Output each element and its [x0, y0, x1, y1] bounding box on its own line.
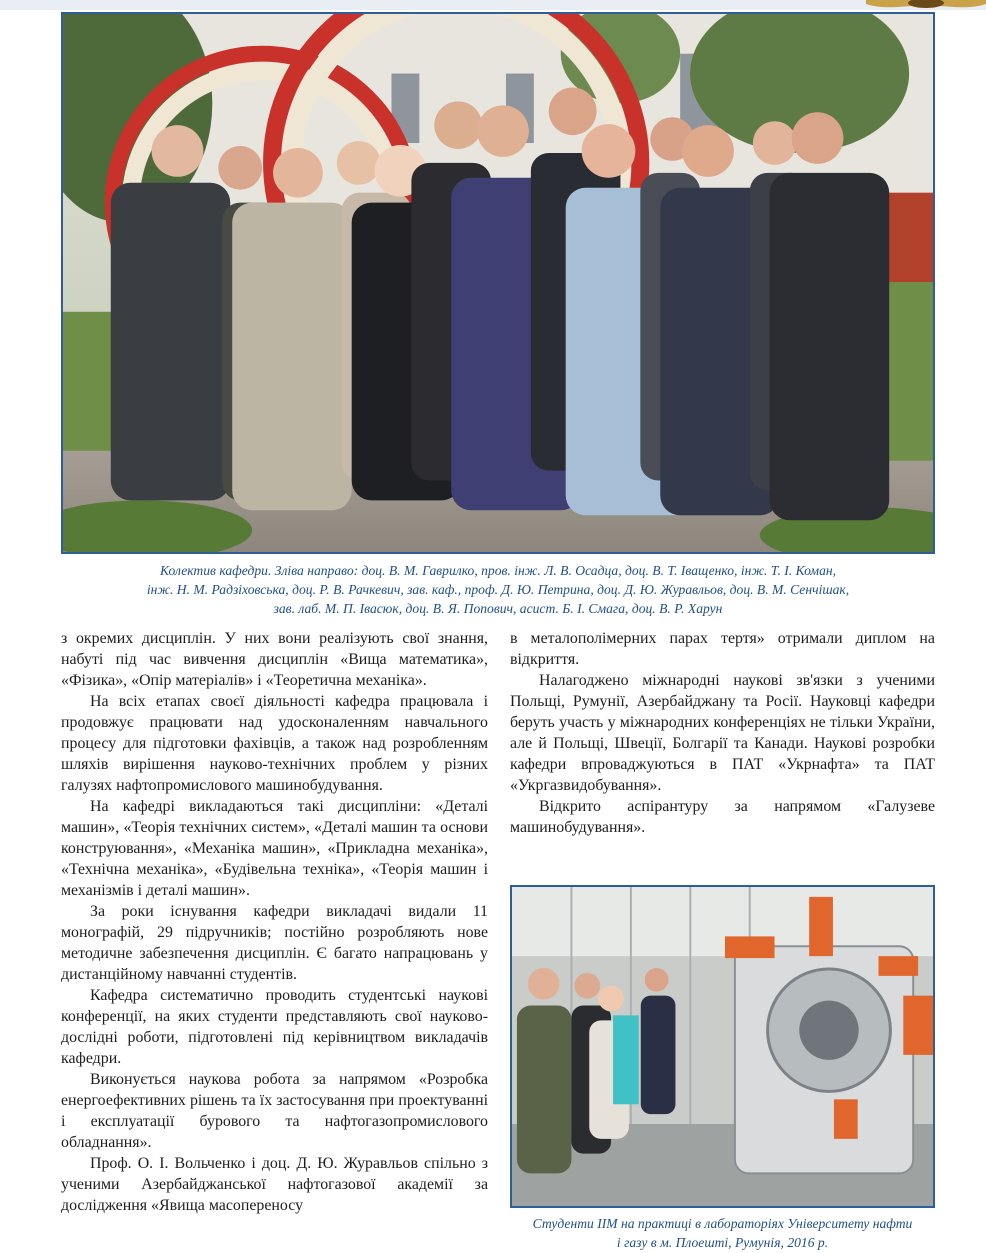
paragraph: На всіх етапах своєї діяльності кафедра працювала і продовжує працювати над удосконаленням навчального процесу для підготовки фахівців, а також над розробленням шляхів вирішення науково-технічних проблем у різних галузях нафтопромислового машинобудування.	[61, 693, 488, 794]
paragraph: Відкрито аспірантуру за напрямом «Галузеве машинобудування».	[510, 798, 935, 836]
header-ornament	[866, 0, 986, 10]
caption-line: Студенти ІІМ на практиці в лабораторіях Університету нафти	[532, 1216, 913, 1231]
team-photo-caption	[70, 561, 926, 618]
paragraph: в металополімерних парах тертя» отримали диплом на відкриття.	[510, 630, 935, 668]
lab-photo-caption	[510, 1214, 935, 1252]
team-photo	[61, 12, 935, 554]
paragraph: з окремих дисциплін. У них вони реалізують свої знання, набуті під час вивчення дисциплін «Вища математика», «Фізика», «Опір матеріалів» і «Теоретична механіка».	[61, 630, 488, 689]
text-column-right	[510, 628, 935, 838]
caption-line: інж. Н. М. Радзіховська, доц. Р. В. Рачкевич, зав. каф., проф. Д. Ю. Петрина, доц. Д. Ю. Журавльов, доц. В. М. Сенчішак,	[146, 582, 850, 597]
lab-photo	[510, 885, 935, 1208]
paragraph: Кафедра систематично проводить студентські наукові конференції, на яких студенти представляють свої науково-дослідні роботи, підготовлені під керівництвом викладачів кафедри.	[61, 987, 488, 1067]
paragraph: За роки існування кафедри викладачі видали 11 монографій, 29 підручників; постійно розробляють нове методичне забезпечення дисциплін. Є багато напрацювань у дистанційному навчанні студентів.	[61, 903, 488, 983]
page-top-band	[0, 0, 986, 10]
paragraph: На кафедрі викладаються такі дисципліни: «Деталі машин», «Теорія технічних систем», «Деталі машин та основи конструювання», «Механіка машин», «Прикладна механіка», «Технічна механіка», «Будівельна техніка», «Теорія машин і механізмів і деталі машин».	[61, 798, 488, 899]
paragraph: Виконується наукова робота за напрямом «Розробка енергоефективних рішень та їх застосування при проектуванні і експлуатації бурового та нафтогазопромислового обладнання».	[61, 1071, 488, 1151]
text-column-left	[61, 628, 488, 1216]
paragraph: Проф. О. І. Вольченко і доц. Д. Ю. Журавльов спільно з ученими Азербайджанської нафтогазової академії за дослідження «Явища масопереносу	[61, 1155, 488, 1214]
caption-line: зав. лаб. М. П. Івасюк, доц. В. Я. Попович, асист. Б. І. Смага, доц. В. Р. Харун	[273, 601, 723, 616]
caption-line: Колектив кафедри. Зліва направо: доц. В. М. Гаврилко, пров. інж. Л. В. Осадца, доц. В. Т. Іващенко, інж. Т. І. Коман,	[159, 563, 837, 578]
paragraph: Налагоджено міжнародні наукові зв'язки з ученими Польщі, Румунії, Азербайджану та Росії. Науковці кафедри беруть участь у міжнародних конференціях не тільки України, але й Польщі, Швеції, Болгарії та Канади. Наукові розробки кафедри впроваджуються в ПАТ «Укрнафта» та ПАТ «Укргазвидобування».	[510, 672, 935, 794]
caption-line: і газу в м. Плоешті, Румунія, 2016 р.	[616, 1235, 829, 1250]
